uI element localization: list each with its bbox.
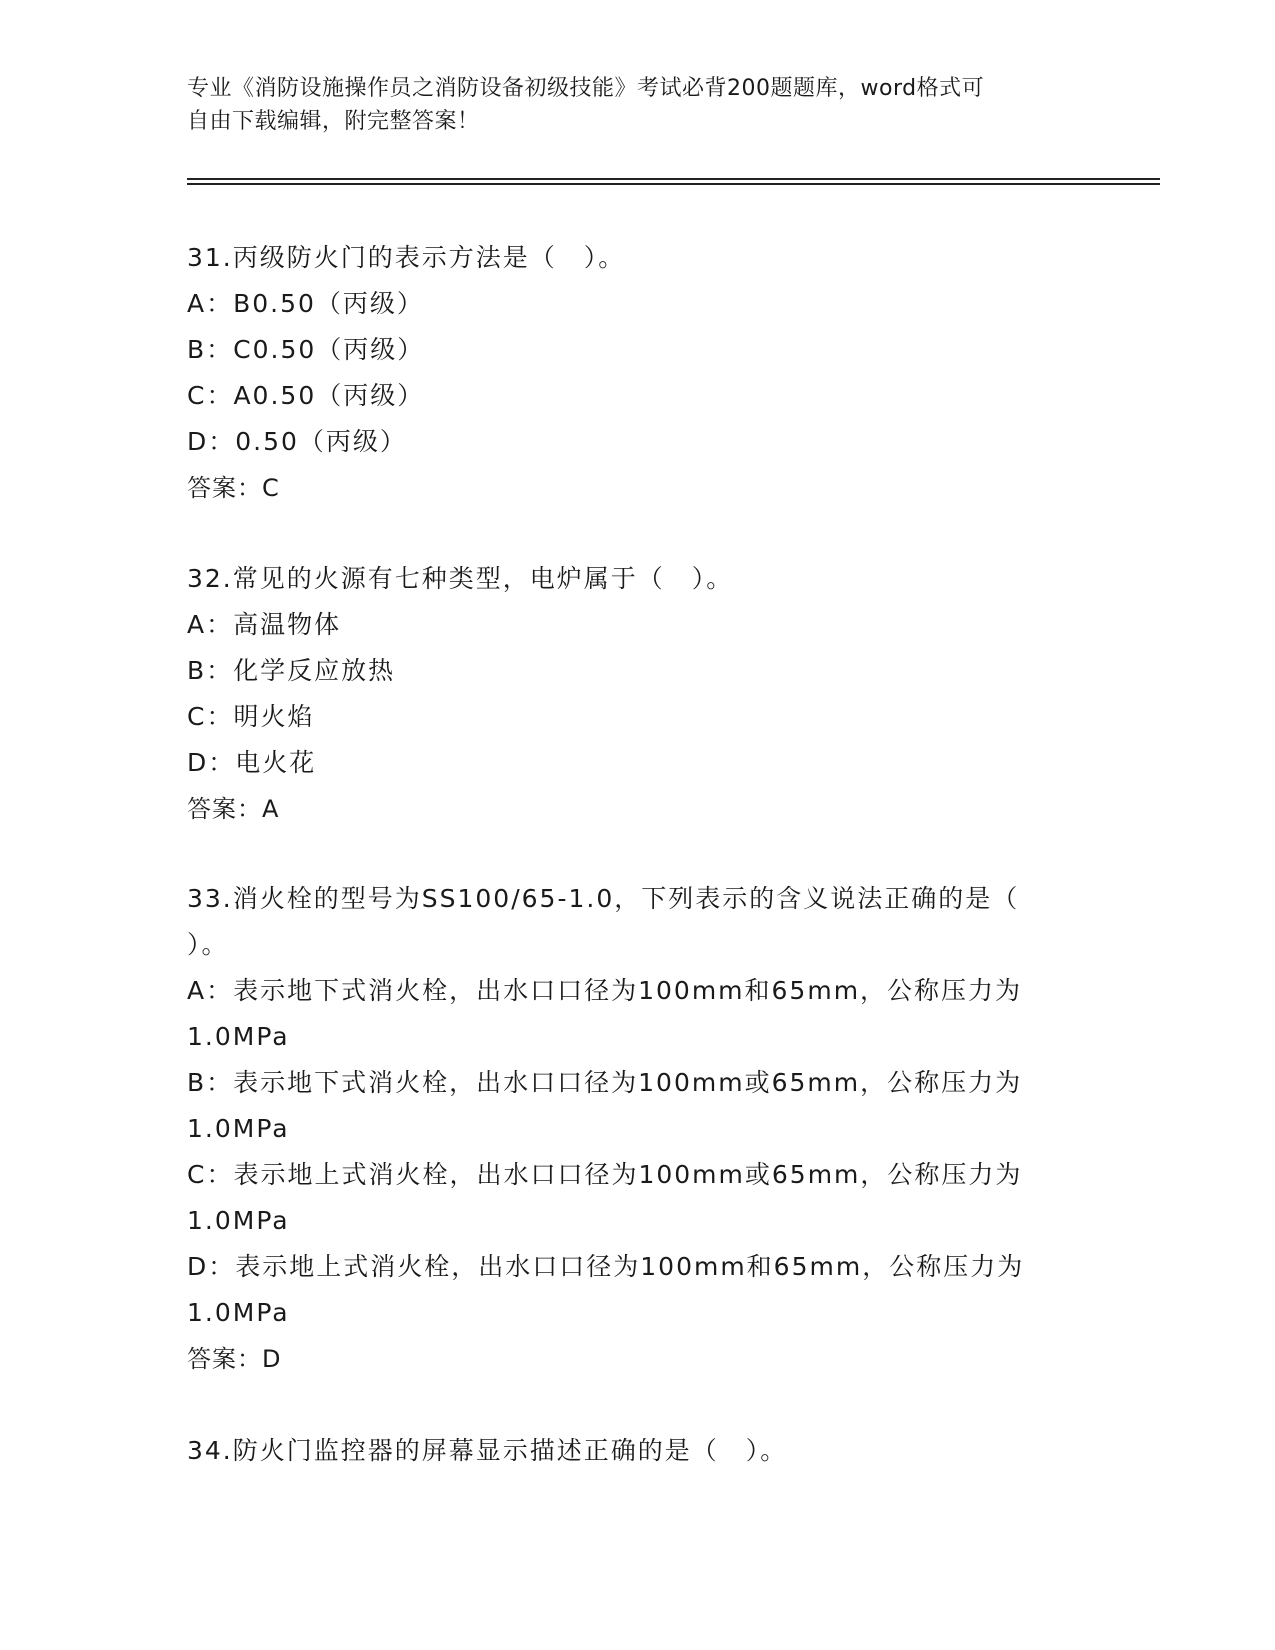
option-b: B：化学反应放热	[187, 656, 396, 685]
header-line-2: 自由下载编辑，附完整答案！	[187, 109, 480, 134]
header-divider-top	[187, 178, 1160, 180]
question-34	[187, 1428, 1087, 1474]
option-a-line-1: A：表示地下式消火栓，出水口口径为100mm和65mm，公称压力为	[187, 976, 1023, 1005]
option-c: C：明火焰	[187, 702, 315, 731]
option-d: D：电火花	[187, 748, 317, 777]
question-stem: 32.常见的火源有七种类型，电炉属于（ ）。	[187, 564, 734, 593]
question-31	[187, 235, 1087, 511]
option-a: A：高温物体	[187, 610, 342, 639]
answer-line: 答案：C	[187, 474, 280, 502]
option-d-line-2: 1.0MPa	[187, 1298, 290, 1327]
option-b-line-2: 1.0MPa	[187, 1114, 290, 1143]
option-a: A：B0.50（丙级）	[187, 289, 424, 318]
question-32	[187, 556, 1087, 832]
answer-line: 答案：D	[187, 1345, 282, 1373]
header-divider-bottom	[187, 183, 1160, 185]
option-c-line-2: 1.0MPa	[187, 1206, 290, 1235]
option-a-line-2: 1.0MPa	[187, 1022, 290, 1051]
question-stem: 31.丙级防火门的表示方法是（ ）。	[187, 243, 626, 272]
option-b: B：C0.50（丙级）	[187, 335, 425, 364]
option-d-line-1: D：表示地上式消火栓，出水口口径为100mm和65mm，公称压力为	[187, 1252, 1025, 1281]
option-c-line-1: C：表示地上式消火栓，出水口口径为100mm或65mm，公称压力为	[187, 1160, 1023, 1189]
option-c: C：A0.50（丙级）	[187, 381, 425, 410]
question-stem-line-1: 33.消火栓的型号为SS100/65-1.0，下列表示的含义说法正确的是（	[187, 884, 1020, 913]
answer-line: 答案：A	[187, 795, 280, 823]
option-b-line-1: B：表示地下式消火栓，出水口口径为100mm或65mm，公称压力为	[187, 1068, 1023, 1097]
question-33	[187, 876, 1087, 1382]
question-stem-line-2: ）。	[187, 930, 229, 959]
header-line-1: 专业《消防设施操作员之消防设备初级技能》考试必背200题题库，word格式可	[187, 76, 985, 101]
option-d: D：0.50（丙级）	[187, 427, 407, 456]
question-stem: 34.防火门监控器的屏幕显示描述正确的是（ ）。	[187, 1436, 788, 1465]
document-header	[187, 72, 1087, 138]
